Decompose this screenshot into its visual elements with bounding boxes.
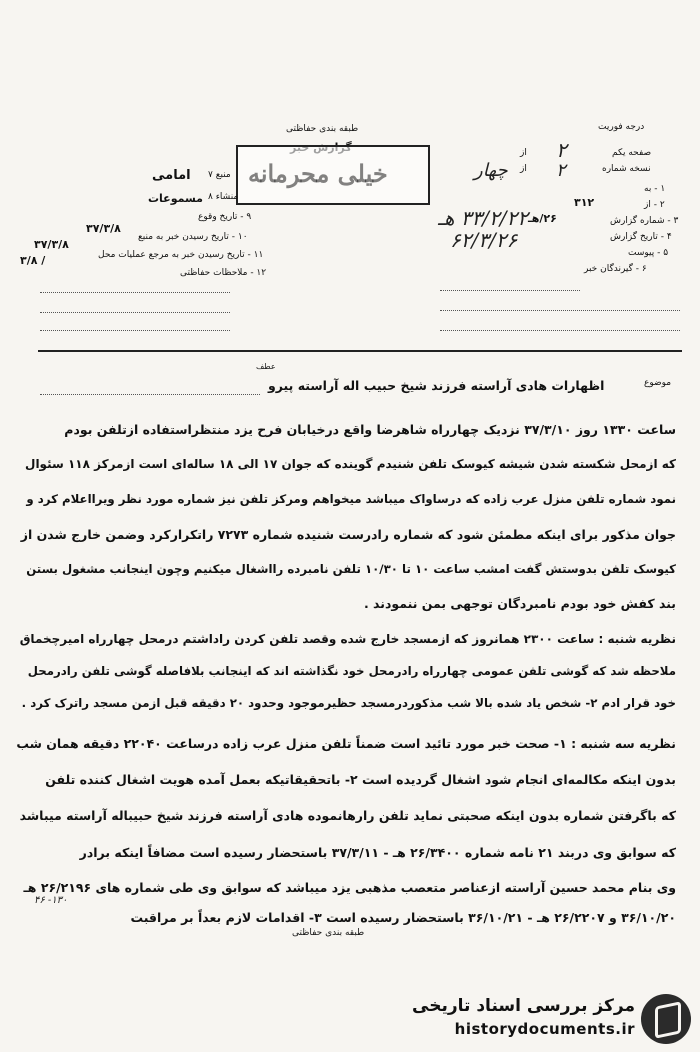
archive-url: historydocuments.ir xyxy=(454,1020,635,1038)
dotted-line xyxy=(440,290,580,291)
body-line: جوان مذکور برای اینکه مطمئن شود که شماره رادرست شنیده شماره ۷۲۷۳ راتکرارکرد وضمن خارج شدن از xyxy=(20,527,676,542)
dotted-line xyxy=(440,330,680,331)
body-hw-note: ۱۳۰- ۴۶ xyxy=(34,895,68,906)
item2-value: ۳۱۲ xyxy=(574,196,595,209)
body-line: که ازمحل شکسته شدن شیشه کیوسک تلفن شنیدم گوینده که جوان ۱۷ الی ۱۸ ساله‌ای است ازمرکز ۱۱۸ سئوال xyxy=(25,457,676,471)
item2: ۲ - از xyxy=(644,200,665,210)
item3-value: ۲۶/هـ xyxy=(528,212,557,225)
body-line: ۳۶/۱۰/۲۰ و ۲۶/۲۲۰۷ هـ - ۳۶/۱۰/۲۱ باستحضار رسیده است ۳- اقدامات لازم بعداً بر مراقبت xyxy=(130,910,676,925)
item4: ۴ - تاریخ گزارش xyxy=(610,232,672,242)
item3: ۳ - شماره گزارش xyxy=(610,216,679,226)
item1: ۱ - به xyxy=(644,184,666,194)
body-line: وی بنام محمد حسین آراسته ازعناصر متعصب مذهبی یزد میباشد که سوابق وی طی شماره های ۲۶/۲۱۹۶ هـ xyxy=(23,880,676,895)
page-from: از xyxy=(520,148,527,158)
copy-from: از xyxy=(520,164,527,174)
body-line: که باگرفتن شماره بدون اینکه صحبتی نماید تلفن رارهانموده هادی آراسته فرزند شیخ حبیباله آراسته میباشد xyxy=(19,808,676,823)
body-line: خود قرار ادم ۲- شخص یاد شده بالا شب مذکوردرمسجد حظیرموجود وحدود ۲۰ دقیقه قبل ازمن مسجد راترک کرد . xyxy=(21,696,676,710)
body-line: بدون اینکه مکالمه‌ای انجام شود اشغال گردیده است ۲- باتحقیقاتیکه بعمل آمده هویت اشغال کننده تلفن xyxy=(45,772,676,787)
copy-hw2: چهار xyxy=(474,160,508,181)
item12: ۱۲ - ملاحظات حفاظتی xyxy=(180,268,267,278)
page-label: صفحه یکم xyxy=(612,148,652,158)
dotted-line xyxy=(40,330,230,331)
stamp-text: خیلی محرمانه xyxy=(248,159,388,188)
body-line: کیوسک تلفن بدوستش گفت امشب ساعت ۱۰ تا ۱۰/۳۰ تلفن نامبرده رااشغال میکنیم وچون اینجانب مشغول بستن xyxy=(26,562,676,576)
subject-label: موضوع xyxy=(644,378,672,388)
confidential-stamp xyxy=(236,145,430,205)
item6: ۶ - گیرندگان خبر xyxy=(584,264,647,274)
classification-top-label: طبقه بندی حفاظتی xyxy=(286,124,359,134)
header-divider xyxy=(38,350,682,352)
page-hw: ۲ xyxy=(556,138,567,162)
hw-date: ۳۳/۲/۲۲ هـ xyxy=(438,206,528,230)
dotted-line xyxy=(40,292,230,293)
item11-value: ۳۷/۳/۸ xyxy=(34,238,69,251)
item11-extra: / ۳/۸ xyxy=(20,254,46,267)
source-label: منبع ۷ xyxy=(208,170,231,180)
dotted-line xyxy=(40,312,230,313)
item9: ۹ - تاریخ وقوع xyxy=(198,212,252,222)
atf-label: عطف xyxy=(256,362,276,371)
item11: ۱۱ - تاریخ رسیدن خبر به مرجع عملیات محل xyxy=(98,250,264,260)
copy-label: نسخه شماره xyxy=(602,164,651,174)
origin-label: منشاء ۸ xyxy=(208,192,239,202)
dotted-line xyxy=(40,394,260,395)
body-line: که سوابق وی دربند ۲۱ نامه شماره ۲۶/۳۴۰۰ هـ - ۳۷/۳/۱۱ باستحضار رسیده است مضافاً اینکه برادر xyxy=(79,845,676,860)
body-line: نظریه شنبه : ساعت ۲۳۰۰ همانروز که ازمسجد خارج شده وقصد تلفن کردن راداشتم درمحل چهارراه امیرچخماق xyxy=(19,632,676,646)
origin-value: مسموعات xyxy=(148,192,203,205)
body-line: نظریه سه شنبه : ۱- صحت خبر مورد تائید است ضمناً تلفن منزل عرب زاده درساعت ۲۲۰۴۰ دقیقه همان شب xyxy=(16,736,676,751)
priority-label: درجه فوریت xyxy=(598,122,645,132)
body-line: نمود شماره تلفن منزل عرب زاده که درساواک میباشد میخواهم ومرکز تلفن نیز شماره مورد نظر ویرااعلام کرد و xyxy=(26,492,676,506)
dotted-line xyxy=(440,310,680,311)
body-line: ساعت ۱۳۳۰ روز ۳۷/۳/۱۰ نزدیک چهارراه شاهرضا واقع درخیابان فرح یزد منتظراستفاده ازتلفن بودم xyxy=(64,422,676,437)
item10: ۱۰ - تاریخ رسیدن خبر به منبع xyxy=(138,232,248,242)
archive-title: مرکز بررسی اسناد تاریخی xyxy=(412,996,635,1016)
archive-watermark xyxy=(405,990,695,1046)
copy-hw: ۲ xyxy=(556,160,566,181)
subject-text: اظهارات هادی آراسته فرزند شیخ حبیب اله آراسته پیرو xyxy=(268,378,605,393)
item5: ۵ - پیوست xyxy=(628,248,669,258)
body-line: ملاحظه شد که گوشی تلفن عمومی چهارراه رادرمحل خود نگذاشته اند که اینجانب بلافاصله گوشی تلفن رادرمحل xyxy=(27,664,676,678)
item10-value: ۳۷/۳/۸ xyxy=(86,222,121,235)
hw-date2: ۶۲/۳/۲۶ xyxy=(450,228,518,252)
archive-logo-icon xyxy=(641,994,691,1044)
source-value: امامی xyxy=(152,168,191,183)
body-line: بند کفش خود بودم نامبردگان توجهی بمن ننمودند . xyxy=(363,596,676,611)
bottom-classification: طبقه بندی حفاظتی xyxy=(292,928,365,938)
